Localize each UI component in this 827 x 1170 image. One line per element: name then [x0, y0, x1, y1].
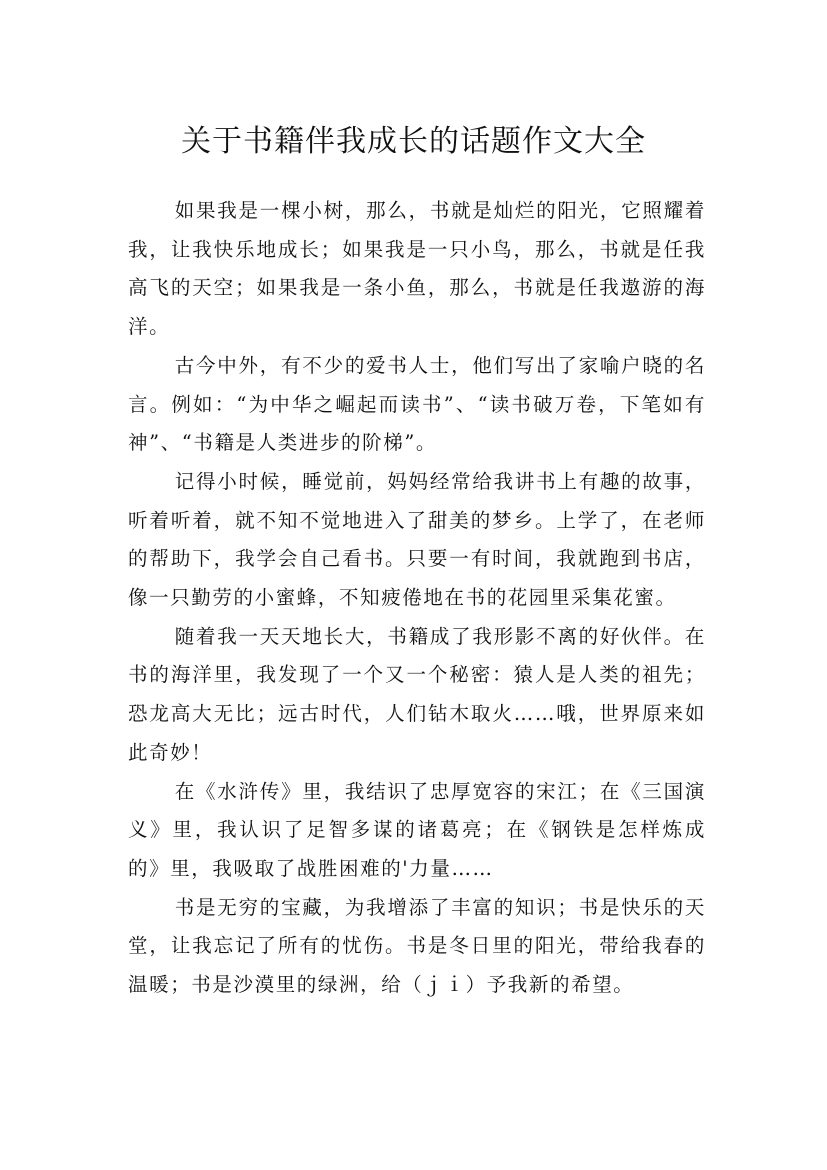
paragraph-3: 记得小时候，睡觉前，妈妈经常给我讲书上有趣的故事，听着听着，就不知不觉地进入了甜美的梦乡。上学了，在老师的帮助下，我学会自己看书。只要一有时间，我就跑到书店，像一只勤劳的小蜜蜂，不知疲倦地在书的花园里采集花蜜。: [128, 469, 706, 610]
paragraph-6: 书是无穷的宝藏，为我增添了丰富的知识；书是快乐的天堂，让我忘记了所有的忧伤。书是冬日里的阳光，带给我春的温暖；书是沙漠里的绿洲，给（ｊｉ）予我新的希望。: [128, 895, 706, 997]
paragraph-4: 随着我一天天地长大，书籍成了我形影不离的好伙伴。在书的海洋里，我发现了一个又一个秘密：猿人是人类的祖先；恐龙高大无比；远古时代，人们钻木取火……哦，世界原来如此奇妙！: [128, 624, 706, 764]
paragraph-5: 在《水浒传》里，我结识了忠厚宽容的宋江；在《三国演义》里，我认识了足智多谋的诸葛亮；在《钢铁是怎样炼成的》里，我吸取了战胜困难的'力量……: [128, 779, 706, 880]
paragraph-1: 如果我是一棵小树，那么，书就是灿烂的阳光，它照耀着我，让我快乐地成长；如果我是一只小鸟，那么，书就是任我高飞的天空；如果我是一条小鱼，那么，书就是任我遨游的海洋。: [128, 199, 706, 339]
document-body: [128, 192, 706, 1005]
document-title: 关于书籍伴我成长的话题作文大全: [181, 124, 646, 160]
paragraph-2: 古今中外，有不少的爱书人士，他们写出了家喻户晓的名言。例如：“为中华之崛起而读书”、“读书破万卷，下笔如有神”、“书籍是人类进步的阶梯”。: [128, 353, 706, 455]
